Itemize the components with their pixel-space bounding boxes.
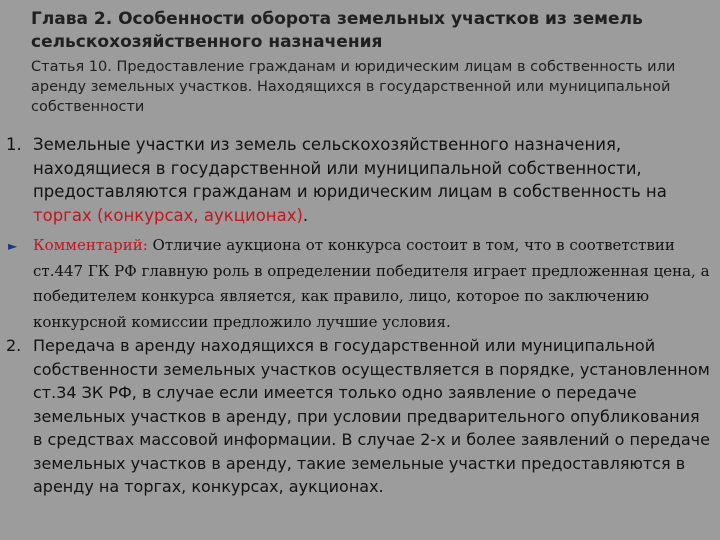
arrow-right-icon: ► bbox=[8, 239, 18, 253]
list-item-2 bbox=[6, 334, 711, 499]
list-item-number: 1. bbox=[6, 135, 22, 154]
list-item-number: 2. bbox=[6, 336, 22, 355]
comment-block bbox=[6, 233, 711, 335]
list-item-end: . bbox=[302, 205, 309, 225]
article-subtitle: Статья 10. Предоставление гражданам и юридическим лицам в собственность или аренду земельных участков. Находящихся в государственной или муниципальной собственности bbox=[31, 59, 676, 115]
chapter-title: Глава 2. Особенности оборота земельных участков из земель сельскохозяйственного назначения bbox=[31, 9, 643, 52]
comment-body bbox=[6, 233, 711, 335]
comment-text: Отличие аукциона от конкурса состоит в том, что в соответствии ст.447 ГК РФ главную роль в определении победителя играет предложенная цена, а победителем конкурса является, как правило, лицо, которое по заключению конкурсной комиссии предложило лучшие условия. bbox=[33, 236, 710, 331]
list-item-text: Земельные участки из земель сельскохозяйственного назначения, находящиеся в государственной или муниципальной собственности, предоставляются гражданам и юридическим лицам в собственность на bbox=[33, 135, 667, 201]
comment-label: Комментарий: bbox=[33, 236, 148, 254]
list-item-body bbox=[6, 133, 711, 227]
list-item-1 bbox=[6, 133, 711, 227]
list-item-body: Передача в аренду находящихся в государственной или муниципальной собственности земельных участков осуществляется в порядке, установленном ст.34 ЗК РФ, в случае если имеется только одно заявление о передаче земельных участков в аренду, при условии предварительного опубликования в средствах массовой информации. В случае 2-х и более заявлений о передаче земельных участков в аренду, такие земельные участки предоставляются в аренду на торгах, конкурсах, аукционах. bbox=[33, 336, 710, 496]
highlighted-text: торгах (конкурсах, аукционах) bbox=[33, 205, 303, 225]
